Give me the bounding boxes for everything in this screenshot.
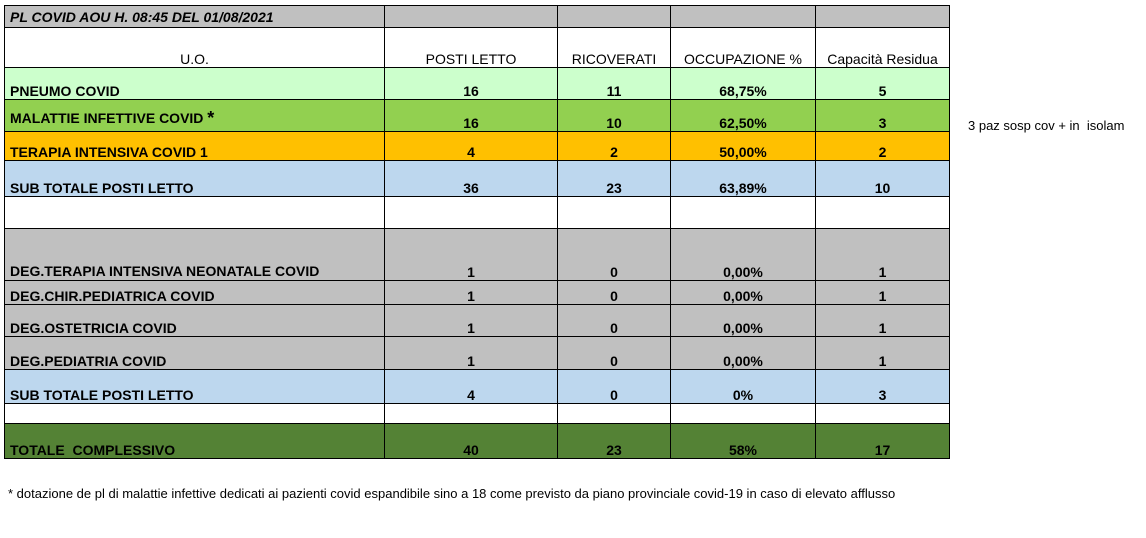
ricoverati-value: 10: [558, 100, 671, 132]
ricoverati-value: 0: [558, 305, 671, 337]
posti-letto-value: 16: [385, 100, 558, 132]
occupazione-value: 50,00%: [671, 132, 816, 161]
capacita-value: 10: [816, 161, 950, 197]
unit-name: DEG.OSTETRICIA COVID: [5, 305, 385, 337]
posti-letto-value: 1: [385, 229, 558, 281]
header-occupazione: OCCUPAZIONE %: [671, 28, 816, 68]
empty-cell: [816, 197, 950, 229]
header-capacita: Capacità Residua: [816, 28, 950, 68]
empty-cell: [558, 404, 671, 424]
empty-cell: [816, 404, 950, 424]
table-row: [5, 132, 950, 161]
spacer-row: [5, 197, 950, 229]
ricoverati-value: 23: [558, 424, 671, 459]
ricoverati-value: 0: [558, 337, 671, 370]
empty-cell: [671, 6, 816, 28]
unit-name: DEG.PEDIATRIA COVID: [5, 337, 385, 370]
capacita-value: 1: [816, 337, 950, 370]
unit-name-cell: [5, 100, 385, 132]
occupazione-value: 68,75%: [671, 68, 816, 100]
ricoverati-value: 23: [558, 161, 671, 197]
table-row: [5, 337, 950, 370]
occupazione-value: 0%: [671, 370, 816, 404]
unit-name: DEG.TERAPIA INTENSIVA NEONATALE COVID: [5, 229, 385, 281]
empty-cell: [385, 6, 558, 28]
capacita-value: 1: [816, 229, 950, 281]
occupazione-value: 58%: [671, 424, 816, 459]
occupazione-value: 0,00%: [671, 305, 816, 337]
empty-cell: [385, 404, 558, 424]
empty-cell: [558, 6, 671, 28]
table-row: [5, 281, 950, 305]
total-label: TOTALE COMPLESSIVO: [5, 424, 385, 459]
table-title: PL COVID AOU H. 08:45 DEL 01/08/2021: [5, 6, 385, 28]
empty-cell: [385, 197, 558, 229]
header-ricoverati: RICOVERATI: [558, 28, 671, 68]
header-row: [5, 28, 950, 68]
occupazione-value: 0,00%: [671, 281, 816, 305]
unit-name: TERAPIA INTENSIVA COVID 1: [5, 132, 385, 161]
spacer-row: [5, 404, 950, 424]
table-row: [5, 229, 950, 281]
empty-cell: [558, 197, 671, 229]
side-note: 3 paz sosp cov + in isolam: [968, 118, 1125, 133]
title-row: [5, 6, 950, 28]
empty-cell: [5, 404, 385, 424]
empty-cell: [671, 197, 816, 229]
unit-name: DEG.CHIR.PEDIATRICA COVID: [5, 281, 385, 305]
table-row: [5, 100, 950, 132]
posti-letto-value: 36: [385, 161, 558, 197]
posti-letto-value: 1: [385, 337, 558, 370]
empty-cell: [671, 404, 816, 424]
empty-cell: [816, 6, 950, 28]
posti-letto-value: 16: [385, 68, 558, 100]
header-posti-letto: POSTI LETTO: [385, 28, 558, 68]
occupazione-value: 0,00%: [671, 229, 816, 281]
unit-name: PNEUMO COVID: [5, 68, 385, 100]
footnote: * dotazione de pl di malattie infettive dedicati ai pazienti covid espandibile sino a 18 come previsto da piano provinciale covid-19 in caso di elevato afflusso: [8, 486, 896, 501]
footnote-marker: *: [207, 108, 215, 128]
posti-letto-value: 4: [385, 370, 558, 404]
subtotal-label: SUB TOTALE POSTI LETTO: [5, 370, 385, 404]
posti-letto-value: 1: [385, 281, 558, 305]
subtotal-label: SUB TOTALE POSTI LETTO: [5, 161, 385, 197]
header-uo: U.O.: [5, 28, 385, 68]
empty-cell: [5, 197, 385, 229]
occupazione-value: 62,50%: [671, 100, 816, 132]
ricoverati-value: 0: [558, 229, 671, 281]
unit-name: MALATTIE INFETTIVE COVID: [10, 110, 204, 126]
occupazione-value: 0,00%: [671, 337, 816, 370]
ricoverati-value: 11: [558, 68, 671, 100]
capacita-value: 3: [816, 370, 950, 404]
capacita-value: 5: [816, 68, 950, 100]
occupazione-value: 63,89%: [671, 161, 816, 197]
capacita-value: 1: [816, 281, 950, 305]
subtotal-row: [5, 370, 950, 404]
total-row: [5, 424, 950, 459]
posti-letto-value: 1: [385, 305, 558, 337]
posti-letto-value: 4: [385, 132, 558, 161]
capacita-value: 2: [816, 132, 950, 161]
table-row: [5, 68, 950, 100]
capacita-value: 17: [816, 424, 950, 459]
ricoverati-value: 0: [558, 370, 671, 404]
capacita-value: 1: [816, 305, 950, 337]
ricoverati-value: 2: [558, 132, 671, 161]
subtotal-row: [5, 161, 950, 197]
capacita-value: 3: [816, 100, 950, 132]
table-row: [5, 305, 950, 337]
posti-letto-value: 40: [385, 424, 558, 459]
bed-occupancy-table: [4, 5, 950, 459]
ricoverati-value: 0: [558, 281, 671, 305]
